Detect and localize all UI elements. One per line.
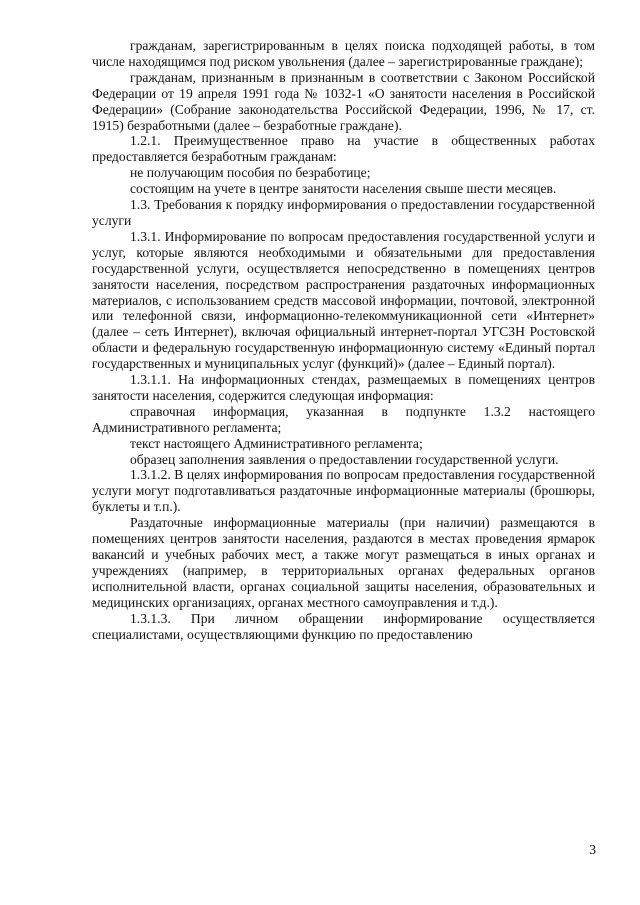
paragraph-1-3-1-3: 1.3.1.3. При личном обращении информирование осуществляется специалистами, осуществляющими функцию по предоставлению xyxy=(92,610,595,642)
paragraph-1-3-1-2: 1.3.1.2. В целях информирования по вопросам предоставления государственной услуги могут подготавливаться раздаточные информационные материалы (брошюры, буклеты и т.п.). xyxy=(92,467,595,515)
paragraph-1-2-1: 1.2.1. Преимущественное право на участие в общественных работах предоставляется безработным гражданам: xyxy=(92,133,595,165)
paragraph-1-3-1-1: 1.3.1.1. На информационных стендах, размещаемых в помещениях центров занятости населения, содержится следующая информация: xyxy=(92,372,595,403)
page-number: 3 xyxy=(589,842,596,857)
paragraph-reference-info: справочная информация, указанная в подпункте 1.3.2 настоящего Административного регламента; xyxy=(92,403,595,435)
paragraph-1-3-1: 1.3.1. Информирование по вопросам предоставления государственной услуги и услуг, которые являются необходимыми и обязательными для предоставления государственной услуги, осуществляется непосредственно в помещениях центров занятости населения, посредством распространения раздаточных информационных материалов, с использованием средств массовой информации, почтовой, электронной или телефонной связи, информационно-телекоммуникационной сети «Интернет» (далее – сеть Интернет), включая официальный интернет-портал УГСЗН Ростовской области и федеральную государственную информационную систему «Единый портал государственных и муниципальных услуг (функций)» (далее – Единый портал). xyxy=(92,228,595,372)
paragraph-handout-materials: Раздаточные информационные материалы (при наличии) размещаются в помещениях центров занятости населения, раздаются в местах проведения ярмарок вакансий и учебных рабочих мест, а также могут размещаться в иных органах и учреждениях (например, в территориальных органах федеральных органов исполнительной власти, органах социальной защиты населения, образовательных и медицинских организациях, органах местного самоуправления и т.д.). xyxy=(92,515,595,610)
paragraph-unemployed-citizens: гражданам, признанным в признанным в соответствии с Законом Российской Федерации от 19 апреля 1991 года № 1032-1 «О занятости населения в Российской Федерации» (Собрание законодательства Российской Федерации, 1996, № 17, ст. 1915) безработными (далее – безработные граждане). xyxy=(92,69,595,133)
paragraph-regulation-text: текст настоящего Административного регламента; xyxy=(130,435,423,451)
paragraph-application-sample: образец заполнения заявления о предоставлении государственной услуги. xyxy=(130,451,559,467)
paragraph-registered-citizens: гражданам, зарегистрированным в целях поиска подходящей работы, в том числе находящимся под риском увольнения (далее – зарегистрированные граждане); xyxy=(92,38,595,69)
paragraph-six-months: состоящим на учете в центре занятости населения свыше шести месяцев. xyxy=(130,181,557,197)
paragraph-no-benefits: не получающим пособия по безработице; xyxy=(130,165,371,181)
document-body xyxy=(92,38,595,642)
paragraph-1-3-heading: 1.3. Требования к порядку информирования о предоставлении государственной услуги xyxy=(92,197,595,228)
